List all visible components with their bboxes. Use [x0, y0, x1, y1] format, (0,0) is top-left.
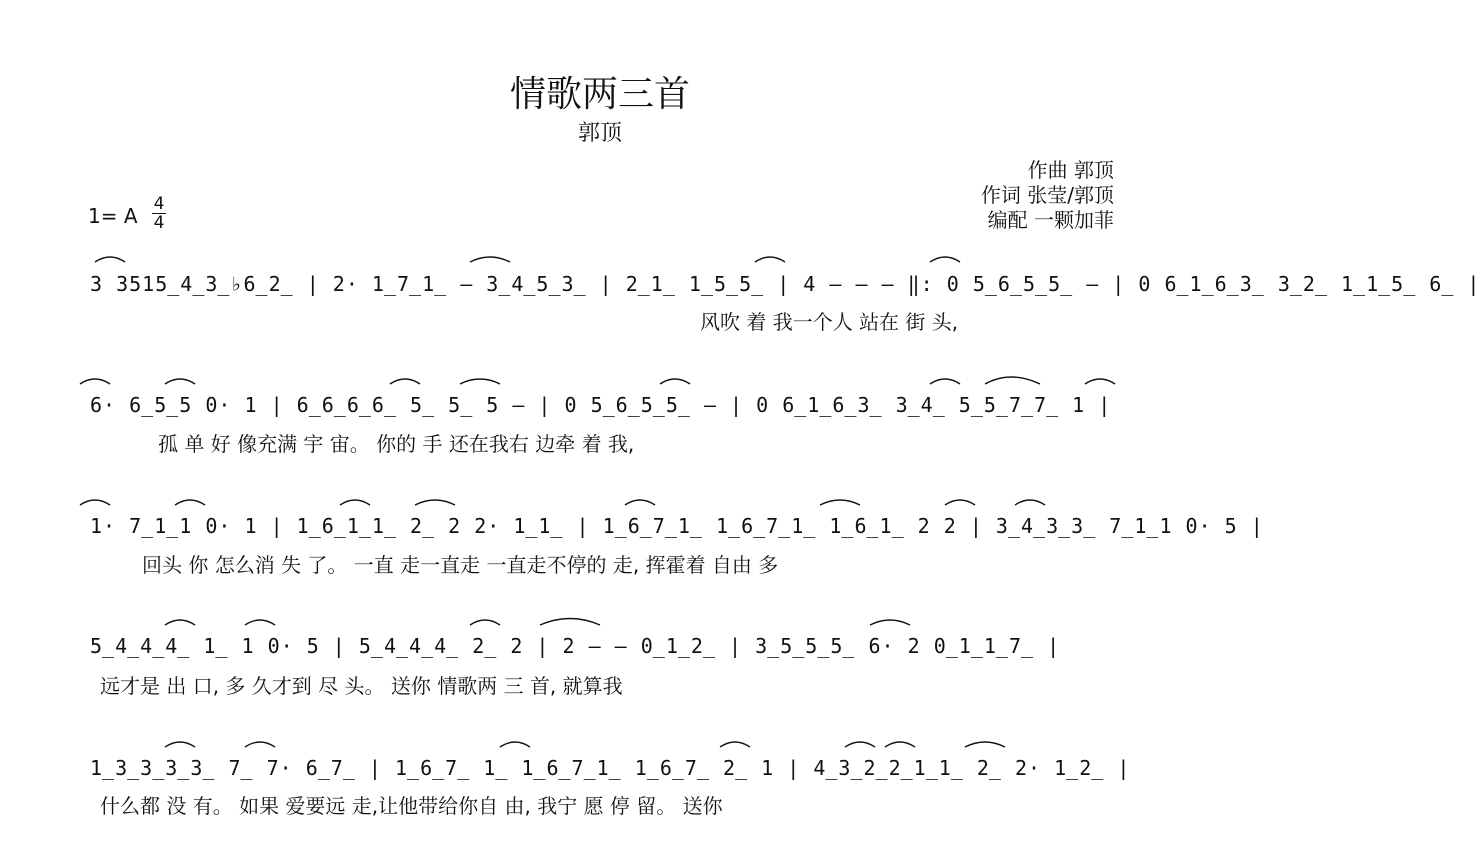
score-line-4-notes: 5̲4̲4̲4̲ 1̲ 1 0· 5 | 5̲4̲4̲4̲ 2̲ 2 | 2 – – 0̲1̲2̲ | 3̲5̲5̲5̲ 6· 2 0̲1̲1̲7̲ | — [90, 634, 1061, 658]
score-line-1-notes: 3 3515̲4̲3̲♭6̲2̲ | 2· 1̲7̲1̲ – 3̲4̲5̲3̲ | 2̲1̲ 1̲5̲5̲ | 4 – – – ‖: 0 5̲6̲5̲5̲ – | 0 6̲1̲6̲3̲ 3̲2̲ 1̲1̲5̲ 6̲ | — [90, 272, 1480, 296]
song-title: 情歌两三首 — [509, 74, 690, 115]
score-line-3-notes: 1· 7̲1̲1 0· 1 | 1̲6̲1̲1̲ 2̲ 2 2· 1̲1̲ | 1̲6̲7̲1̲ 1̲6̲7̲1̲ 1̲6̲1̲ 2 2 | 3̲4̲3̲3̲ 7̲1̲1 0· 5 | — [90, 514, 1264, 538]
score-line-2-notes: 6· 6̲5̲5 0· 1 | 6̲6̲6̲6̲ 5̲ 5̲ 5 – | 0 5̲6̲5̲5̲ – | 0 6̲1̲6̲3̲ 3̲4̲ 5̲5̲7̲7̲ 1 | — [90, 393, 1112, 417]
score-line-4-lyrics: 远才是 出 口, 多 久才到 尽 头。 送你 情歌两 三 首, 就算我 — [100, 674, 623, 698]
lyricist-credit: 作词 张莹/郭顶 — [980, 183, 1114, 207]
time-signature — [152, 196, 166, 231]
score-line-1-lyrics: 风吹 着 我一个人 站在 街 头, — [700, 310, 959, 334]
singer-name: 郭顶 — [577, 121, 622, 146]
time-signature-bottom: 4 — [153, 213, 165, 233]
composer-credit: 作曲 郭顶 — [1027, 158, 1114, 182]
score-line-5-notes: 1̲3̲3̲3̲3̲ 7̲ 7· 6̲7̲ | 1̲6̲7̲ 1̲ 1̲6̲7̲1̲ 1̲6̲7̲ 2̲ 1 | 4̲3̲2̲2̲1̲1̲ 2̲ 2· 1̲2̲ | — [90, 756, 1131, 780]
score-line-3-lyrics: 回头 你 怎么消 失 了。 一直 走一直走 一直走不停的 走, 挥霍着 自由 多 — [142, 553, 779, 577]
time-signature-top: 4 — [153, 194, 165, 214]
key-signature: 1= A — [88, 204, 138, 228]
score-line-2-lyrics: 孤 单 好 像充满 宇 宙。 你的 手 还在我右 边牵 着 我, — [158, 432, 635, 456]
arranger-credit: 编配 一颗加菲 — [987, 208, 1114, 232]
score-line-5-lyrics: 什么都 没 有。 如果 爱要远 走,让他带给你自 由, 我宁 愿 停 留。 送你 — [100, 794, 723, 818]
